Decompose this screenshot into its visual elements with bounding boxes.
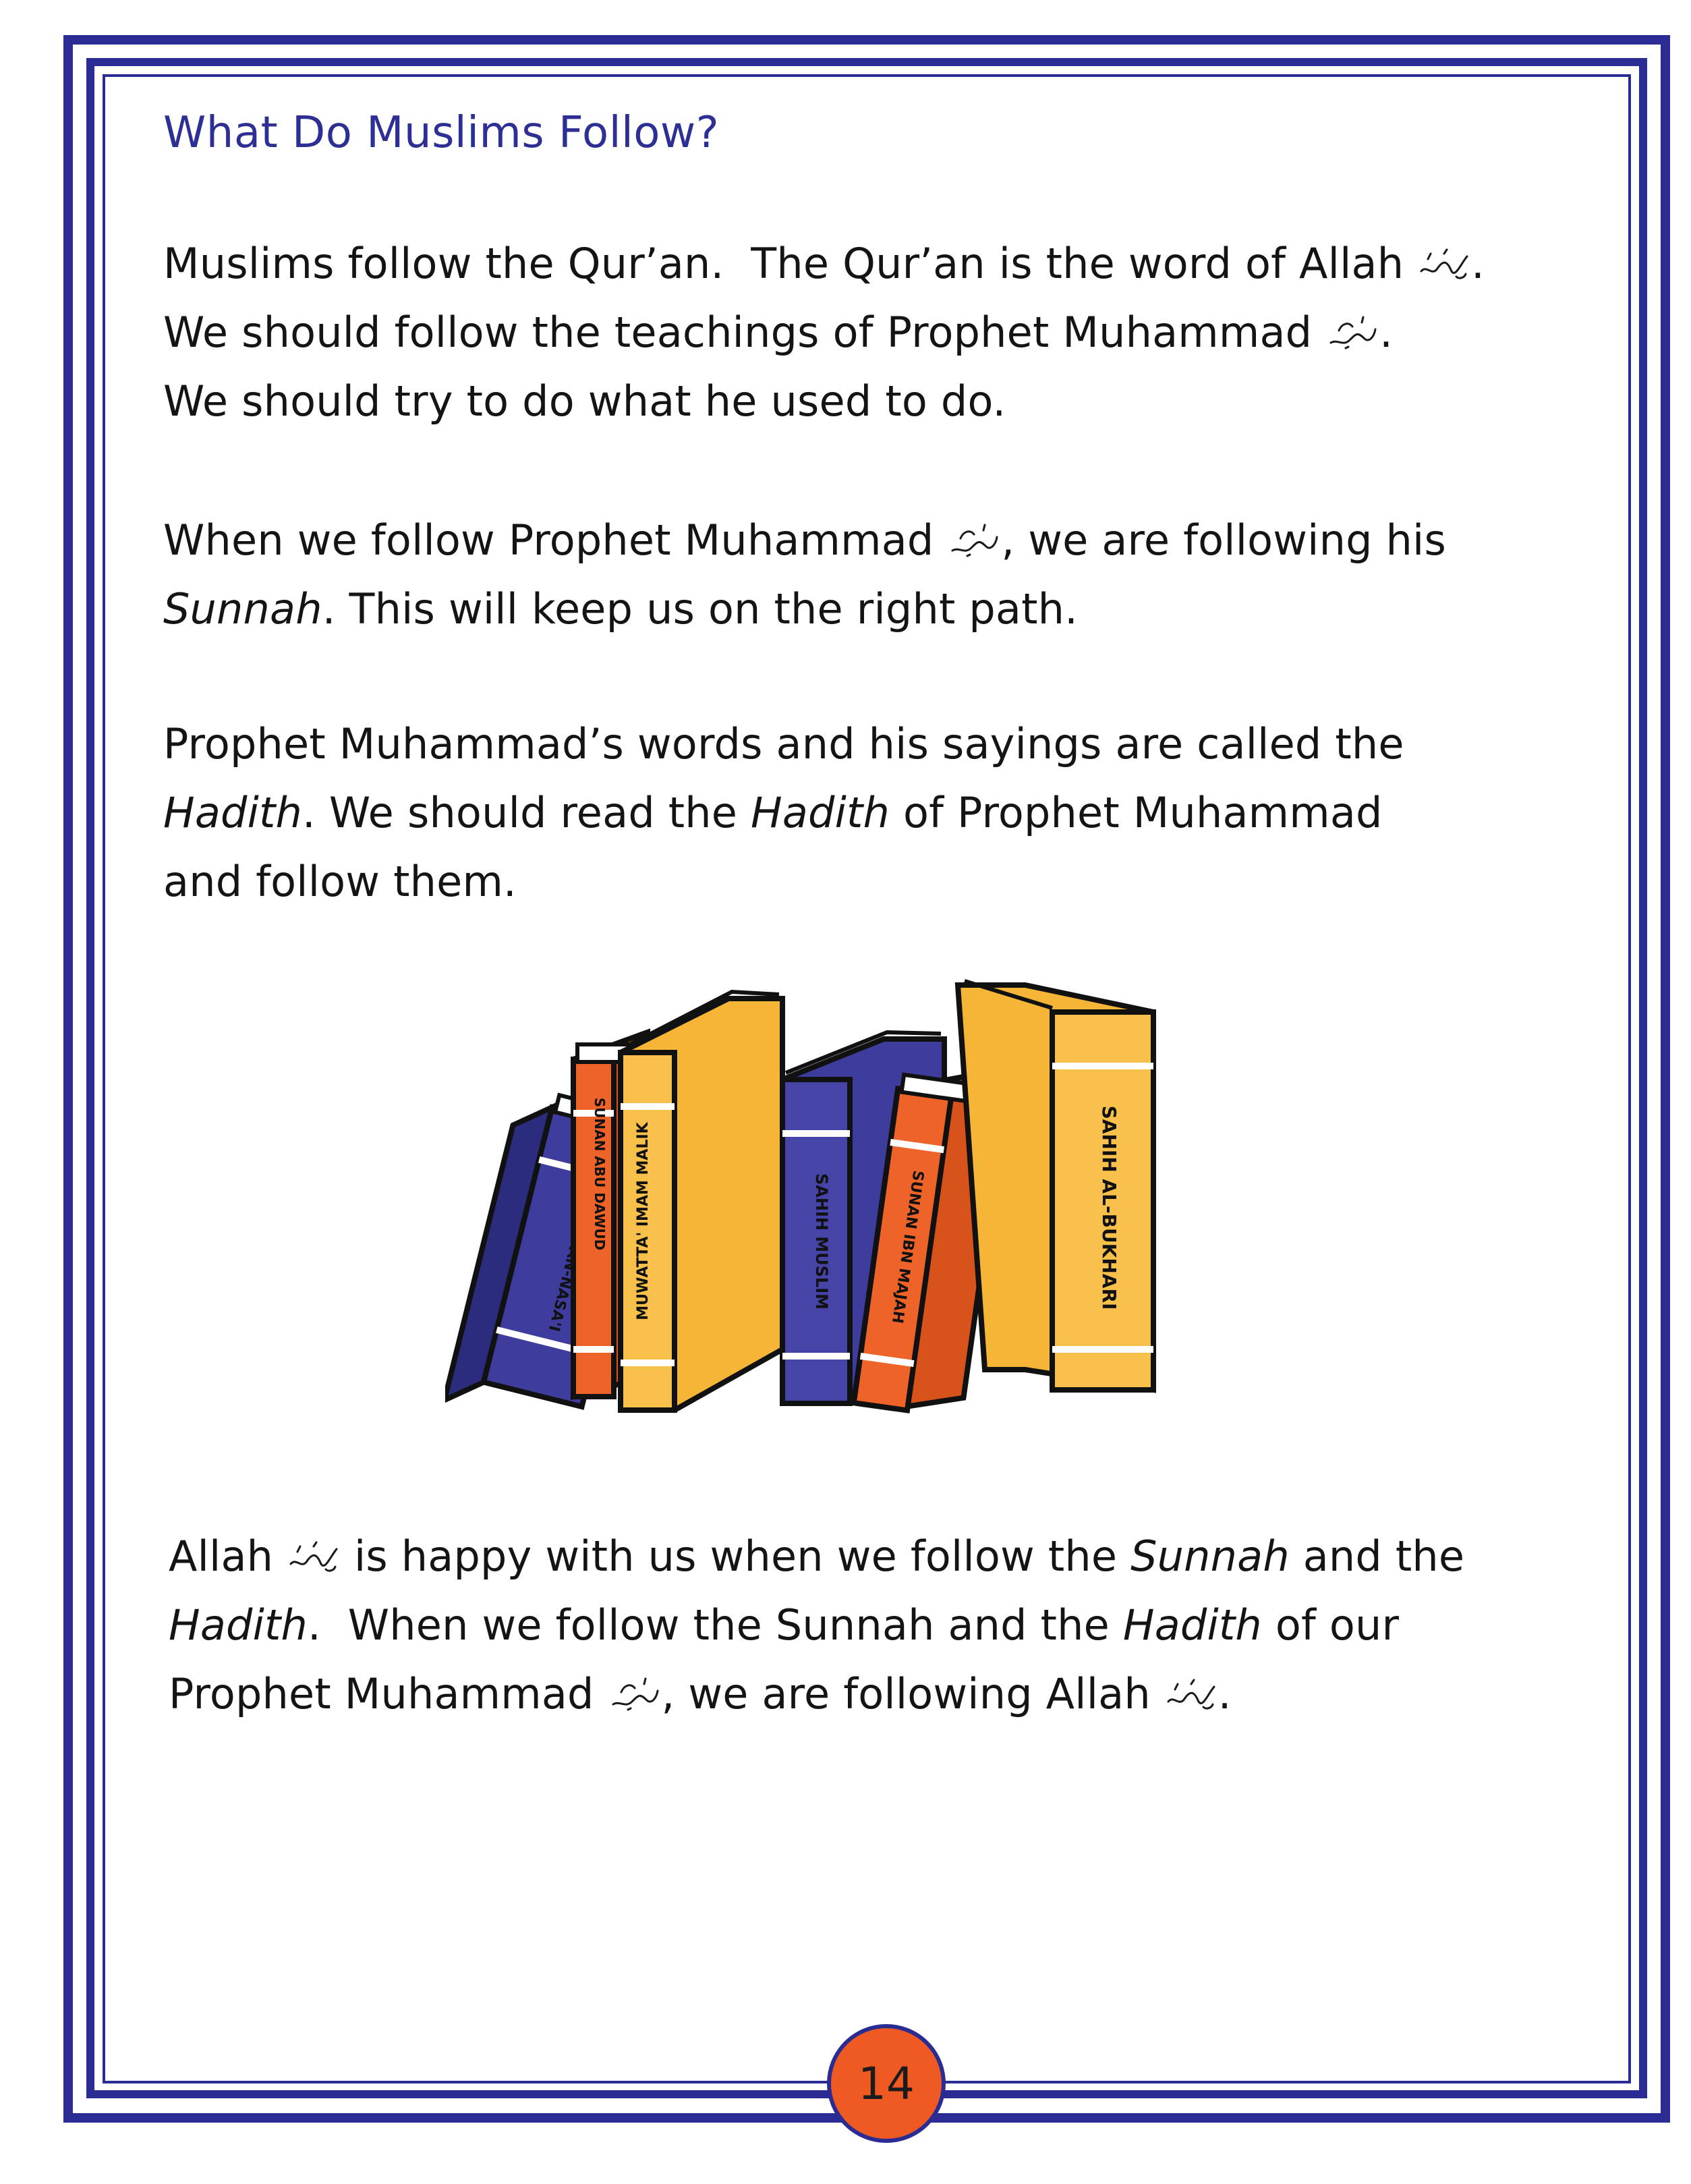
text-segment: and the bbox=[1289, 1532, 1465, 1581]
book-title-5: SUNAN IBN MAJAH bbox=[888, 1169, 927, 1325]
italic-term: Sunnah bbox=[1130, 1532, 1290, 1581]
text-segment: Allah bbox=[169, 1532, 287, 1581]
text-segment: of our bbox=[1261, 1600, 1400, 1650]
hadith-books-illustration bbox=[445, 972, 1207, 1444]
text-segment: , we are following his bbox=[1001, 515, 1446, 565]
text-line bbox=[163, 847, 1607, 916]
honorific-swt-icon bbox=[1417, 244, 1471, 282]
italic-term: Hadith bbox=[163, 788, 302, 837]
text-segment: . bbox=[1471, 239, 1485, 288]
text-segment: . This will keep us on the right path. bbox=[322, 584, 1079, 634]
text-line bbox=[169, 1522, 1612, 1591]
paragraph-3 bbox=[163, 710, 1607, 916]
text-segment: . bbox=[1217, 1669, 1232, 1718]
honorific-saw-icon bbox=[1325, 313, 1379, 351]
italic-term: Hadith bbox=[1122, 1600, 1262, 1650]
text-line bbox=[169, 1660, 1612, 1729]
text-line bbox=[163, 367, 1607, 436]
text-line bbox=[163, 229, 1607, 298]
text-segment: Muslims follow the Qur’an. The Qur’an is the word of Allah bbox=[163, 239, 1418, 288]
text-line bbox=[163, 710, 1607, 779]
text-segment: We should try to do what he used to do. bbox=[163, 376, 1006, 426]
book-title-6: SAHIH AL-BUKHARI bbox=[1098, 1105, 1120, 1310]
page-number: 14 bbox=[858, 2057, 915, 2110]
italic-term: Hadith bbox=[751, 788, 890, 837]
text-segment: We should follow the teachings of Prophet Muhammad bbox=[163, 308, 1326, 357]
paragraph-4 bbox=[169, 1522, 1612, 1729]
text-segment: . bbox=[1379, 308, 1394, 357]
text-line bbox=[163, 298, 1607, 367]
book-title-1: AN-NASA'I bbox=[544, 1245, 582, 1333]
text-segment: Prophet Muhammad’s words and his sayings are called the bbox=[163, 719, 1404, 768]
text-segment: . When we follow the Sunnah and the bbox=[308, 1600, 1123, 1650]
book-title-2: SUNAN ABU DAWUD bbox=[592, 1097, 608, 1251]
text-segment: , we are following Allah bbox=[661, 1669, 1164, 1718]
book-title-3: MUWATTA' IMAM MALIK bbox=[635, 1122, 652, 1320]
text-segment: of Prophet Muhammad bbox=[890, 788, 1383, 837]
text-segment: and follow them. bbox=[163, 857, 517, 906]
text-line bbox=[163, 575, 1607, 644]
honorific-swt-icon bbox=[287, 1537, 341, 1575]
honorific-saw-icon bbox=[947, 521, 1001, 559]
text-segment: Prophet Muhammad bbox=[169, 1669, 608, 1718]
text-segment: When we follow Prophet Muhammad bbox=[163, 515, 948, 565]
italic-term: Hadith bbox=[169, 1600, 308, 1650]
page-number-badge bbox=[827, 2024, 946, 2143]
paragraph-1 bbox=[163, 229, 1607, 436]
text-segment: . We should read the bbox=[302, 788, 751, 837]
book-sahih-al-bukhari bbox=[958, 981, 1153, 1390]
page-title: What Do Muslims Follow? bbox=[163, 108, 720, 158]
italic-term: Sunnah bbox=[163, 584, 322, 634]
book-title-4: SAHIH MUSLIM bbox=[812, 1173, 831, 1310]
honorific-saw-icon bbox=[608, 1675, 662, 1712]
book-muwatta-imam-malik bbox=[621, 992, 782, 1410]
honorific-swt-icon bbox=[1164, 1675, 1218, 1712]
text-line bbox=[163, 506, 1607, 575]
text-line bbox=[163, 779, 1607, 847]
paragraph-2 bbox=[163, 506, 1607, 644]
text-line bbox=[169, 1591, 1612, 1660]
text-segment: is happy with us when we follow the bbox=[341, 1532, 1131, 1581]
